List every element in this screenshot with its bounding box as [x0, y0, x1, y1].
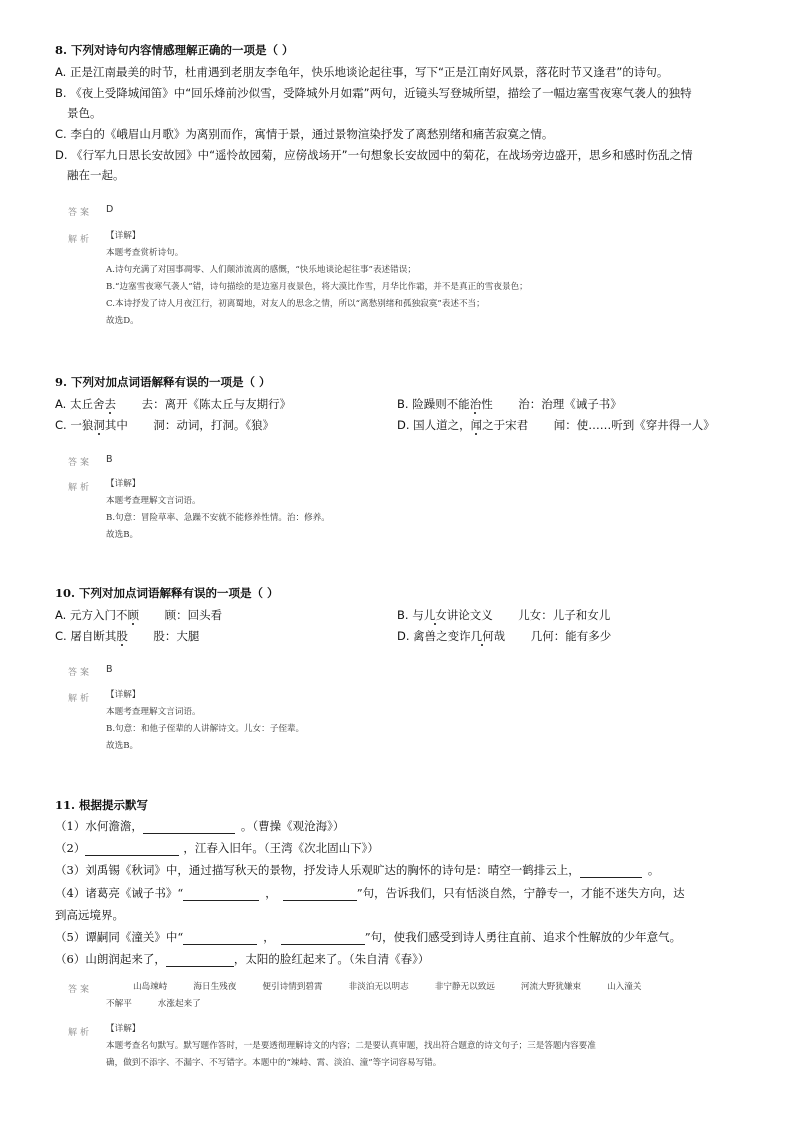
q11-answers: [133, 980, 667, 992]
q8-option-c: C. 李白的《峨眉山月歌》为离别而作，寓情于景，通过景物渲染抒发了离愁别绪和痛苦寂寞之情。: [55, 127, 554, 141]
answer-blank: [183, 932, 257, 945]
q8-analysis-line: B.“边塞雪夜寒气袭人”错，诗句描绘的是边塞月夜景色，将大漠比作雪，月华比作霜，并不是真正的雪夜景色；: [106, 282, 528, 292]
answer-blank: [166, 954, 234, 967]
question-9-title: 9. 下列对加点词语解释有误的一项是（ ）: [55, 375, 271, 389]
q8-answer-label: 答案: [68, 208, 93, 218]
q9-option-a: A. 太丘舍去 去：离开《陈太丘与友期行》: [55, 397, 292, 411]
answer-item: 山入潼关: [607, 982, 642, 992]
q10-analysis: [106, 687, 304, 755]
q8-analysis-line: 故选D。: [106, 316, 139, 326]
dotted-word: 去: [104, 397, 116, 411]
q10-answer-label: 答案: [68, 668, 93, 678]
q9-analysis-label: 解析: [68, 483, 93, 493]
q10-analysis-line: 本题考查理解文言词语。: [106, 707, 201, 717]
q10-analysis-line: 故选B。: [106, 741, 139, 751]
answer-blank: [85, 843, 179, 856]
q8-option-d: D. 《行军九日思长安故园》中“遥怜故园菊，应傍战场开”一句想象长安故园中的菊花，在战场旁边盛开，思乡和感时伤乱之情: [55, 148, 693, 162]
q8-analysis-line: A.诗句充满了对国事凋零、人们颠沛流离的感慨，“快乐地谈论起往事”表述错误；: [106, 265, 416, 275]
answer-item: 非淡泊无以明志: [348, 982, 409, 992]
q11-analysis-label: 解析: [68, 1028, 93, 1038]
q8-analysis-line: C.本诗抒发了诗人月夜江行，初离蜀地，对友人的思念之情，所以“离愁别绪和孤独寂寞”表述不当；: [106, 299, 485, 309]
q9-analysis-line: 故选B。: [106, 530, 139, 540]
q9-option-d: D. 国人道之，闻之于宋君 闻：使……听到《穿井得一人》: [397, 418, 715, 432]
question-11-title: 11. 根据提示默写: [55, 798, 149, 812]
q9-analysis-line: 【详解】: [106, 479, 141, 489]
q9-answer-label: 答案: [68, 458, 93, 468]
q11-item-1: （1）水何澹澹， 。（曹操《观沧海》）: [55, 819, 345, 833]
q9-option-c: C. 一狼洞其中 洞：动词，打洞。《狼》: [55, 418, 275, 432]
q9-option-b: B. 险躁则不能治性 治：治理《诫子书》: [397, 397, 622, 411]
answer-item: 不解平: [106, 999, 132, 1009]
answer-blank: [281, 932, 365, 945]
q11-analysis: [106, 1021, 596, 1072]
answer-item: 非宁静无以致远: [434, 982, 495, 992]
q10-option-a: A. 元方入门不顾 顾：回头看: [55, 608, 223, 622]
q9-analysis-line: 本题考查理解文言词语。: [106, 496, 201, 506]
answer-item: 河流大野犹嫌束: [520, 982, 582, 992]
q11-analysis-line: 【详解】: [106, 1024, 141, 1034]
q11-analysis-line: 本题考查名句默写。默写题作答时，一是要透彻理解诗文的内容；二是要认真审题，找出符合题意的诗文句子；三是答题内容要准: [106, 1041, 596, 1051]
answer-blank: [283, 888, 357, 901]
dotted-word: 顾: [127, 608, 139, 622]
q10-analysis-line: B.句意：和他子侄辈的人讲解诗文。儿女：子侄辈。: [106, 724, 305, 734]
answer-blank: [183, 888, 259, 901]
q8-analysis-line: 【详解】: [106, 231, 141, 241]
dotted-word: 股: [116, 629, 128, 643]
answer-blank: [580, 865, 642, 878]
answer-item: 便引诗情到碧霄: [262, 982, 323, 992]
q11-item-3: （3）刘禹锡《秋词》中，通过描写秋天的景物，抒发诗人乐观旷达的胸怀的诗句是：晴空一鹤排云上， 。: [55, 863, 660, 877]
q9-analysis-line: B.句意：冒险草率、急躁不安就不能修养性情。治：修养。: [106, 513, 330, 523]
dotted-word: 闻: [470, 418, 483, 432]
answer-item: 海日生残夜: [193, 982, 237, 992]
answer-item: 水涨起来了: [157, 999, 201, 1009]
q10-option-d: D. 禽兽之变诈几何哉 几何：能有多少: [397, 629, 612, 643]
answer-item: 山岛竦峙: [133, 982, 168, 992]
q10-analysis-label: 解析: [68, 694, 93, 704]
question-10-title: 10. 下列对加点词语解释有误的一项是（ ）: [55, 586, 279, 600]
q11-item-6: （6）山朗润起来了， ，太阳的脸红起来了。（朱自清《春》）: [55, 952, 430, 966]
q10-answer: B: [106, 664, 113, 675]
q9-analysis: [106, 476, 330, 544]
q10-analysis-line: 【详解】: [106, 690, 141, 700]
q11-item-5: （5）谭嗣同《潼关》中“ ， ”句，使我们感受到诗人勇往直前、追求个性解放的少年意气。: [55, 930, 682, 944]
q8-option-a: A. 正是江南最美的时节，杜甫遇到老朋友李龟年，快乐地谈论起往事，写下“正是江南好风景，落花时节又逢君”的诗句。: [55, 65, 669, 79]
question-8-title: 8. 下列对诗句内容情感理解正确的一项是（ ）: [55, 43, 294, 57]
q11-item-4: （4）诸葛亮《诫子书》“ ， ”句，告诉我们，只有恬淡自然，宁静专一，才能不迷失方向，达: [55, 886, 685, 900]
dotted-word: 洞: [93, 418, 105, 432]
q10-option-c: C. 屠自断其股 股：大腿: [55, 629, 200, 643]
q8-option-b-cont: 景色。: [67, 106, 102, 120]
q11-item-2: （2） ，江春入旧年。（王湾《次北固山下》）: [55, 841, 379, 855]
q8-analysis: [106, 228, 528, 330]
dotted-word: 儿女: [423, 608, 447, 622]
q9-answer: B: [106, 454, 113, 465]
q11-item-4-cont: 到高远境界。: [55, 908, 124, 922]
q8-answer: D: [106, 204, 114, 215]
answer-blank: [143, 821, 235, 834]
q11-answer-label: 答案: [68, 985, 93, 995]
q8-option-d-cont: 融在一起。: [67, 168, 125, 182]
dotted-word: 治: [469, 397, 482, 411]
q11-analysis-line: 确，做到不添字、不漏字、不写错字。本题中的“竦峙、霄、淡泊、潼”等字词容易写错。: [106, 1058, 442, 1068]
q10-option-b: B. 与儿女讲论文义 儿女：儿子和女儿: [397, 608, 611, 622]
q11-answers-cont: [106, 997, 227, 1009]
dotted-word: 几何: [470, 629, 494, 643]
q8-analysis-label: 解析: [68, 235, 93, 245]
q8-analysis-line: 本题考查赏析诗句。: [106, 248, 184, 258]
q8-option-b: B. 《夜上受降城闻笛》中“回乐烽前沙似雪，受降城外月如霜”两句，近镜头写登城所望，描绘了一幅边塞雪夜寒气袭人的独特: [55, 86, 692, 100]
